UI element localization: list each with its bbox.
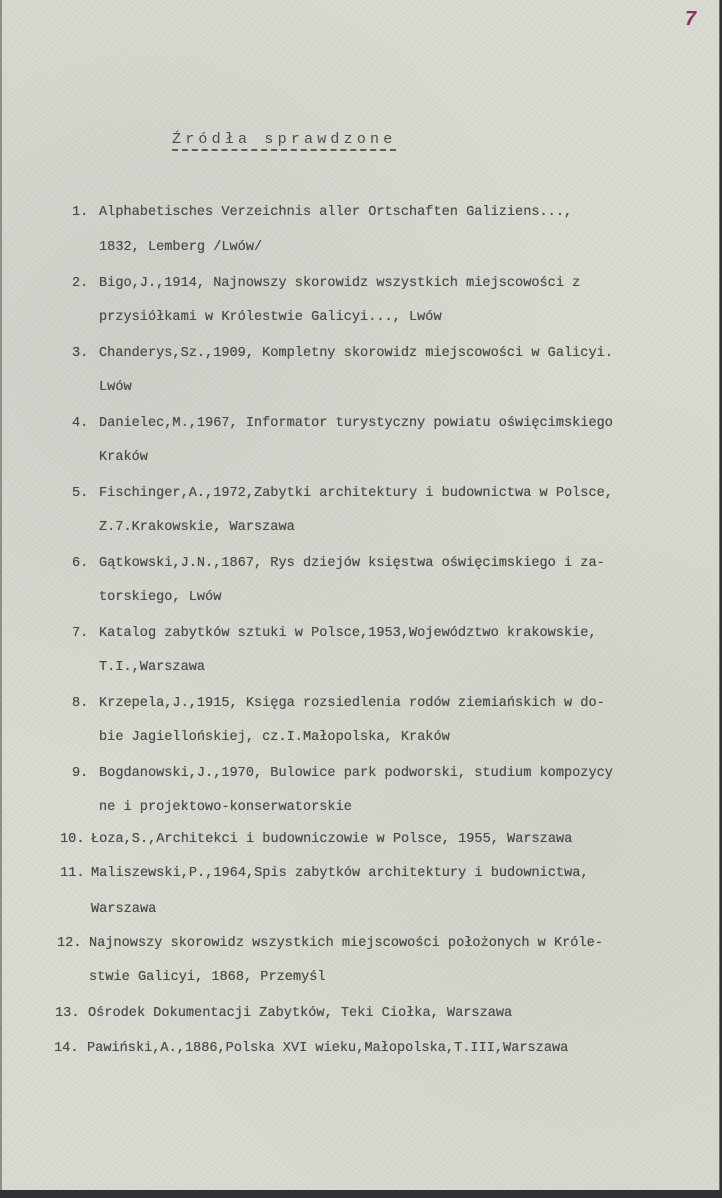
list-item-line: Bigo,J.,1914, Najnowszy skorowidz wszystkich miejscowości z	[99, 276, 581, 291]
list-item-line: Chanderys,Sz.,1909, Kompletny skorowidz miejscowości w Galicyi.	[99, 346, 613, 361]
list-item-number: 10.	[60, 832, 85, 847]
list-item-line: Maliszewski,P.,1964,Spis zabytków architektury i budownictwa,	[91, 866, 589, 881]
list-item-line: Katalog zabytków sztuki w Polsce,1953,Województwo krakowskie,	[99, 626, 597, 641]
list-item-number: 14.	[54, 1041, 79, 1056]
list-item-line: Kraków	[99, 450, 148, 465]
list-item-number: 3.	[72, 346, 89, 361]
list-item-line: przysiółkami w Królestwie Galicyi..., Lwów	[99, 310, 442, 325]
list-item-line: 1832, Lemberg /Lwów/	[99, 240, 263, 255]
list-item-number: 7.	[72, 626, 89, 641]
list-item-number: 1.	[72, 205, 89, 220]
list-item-line: Lwów	[99, 380, 132, 395]
list-item-number: 6.	[72, 556, 89, 571]
list-item-number: 13.	[55, 1006, 80, 1021]
list-item-line: Krzepela,J.,1915, Księga rozsiedlenia rodów ziemiańskich w do-	[99, 696, 605, 711]
list-item-line: torskiego, Lwów	[99, 590, 222, 605]
page-number: 7	[685, 8, 697, 30]
list-item-line: Ośrodek Dokumentacji Zabytków, Teki Ciołka, Warszawa	[88, 1006, 513, 1021]
list-item-number: 5.	[72, 486, 89, 501]
list-item-line: Alphabetisches Verzeichnis aller Ortschaften Galiziens...,	[99, 205, 573, 220]
list-item-line: Danielec,M.,1967, Informator turystyczny powiatu oświęcimskiego	[99, 416, 613, 431]
list-item-number: 8.	[72, 696, 89, 711]
list-item-number: 2.	[72, 276, 89, 291]
list-item-line: Pawiński,A.,1886,Polska XVI wieku,Małopolska,T.III,Warszawa	[87, 1041, 569, 1056]
list-item-line: stwie Galicyi, 1868, Przemyśl	[89, 970, 326, 985]
list-item-line: Z.7.Krakowskie, Warszawa	[99, 520, 295, 535]
list-item-number: 9.	[72, 766, 89, 781]
list-item-number: 12.	[57, 936, 82, 951]
page-title: Źródła sprawdzone	[172, 132, 396, 151]
list-item-number: 4.	[72, 416, 89, 431]
list-item-line: Najnowszy skorowidz wszystkich miejscowości położonych w Króle-	[89, 936, 603, 951]
list-item-line: T.I.,Warszawa	[99, 660, 206, 675]
list-item-line: Fischinger,A.,1972,Zabytki architektury i budownictwa w Polsce,	[99, 486, 613, 501]
list-item-line: Bogdanowski,J.,1970, Bulowice park podworski, studium kompozycy	[99, 766, 613, 781]
list-item-line: Warszawa	[91, 902, 157, 917]
scan-background-edge	[0, 1190, 722, 1198]
list-item-line: Gątkowski,J.N.,1867, Rys dziejów księstwa oświęcimskiego i za-	[99, 556, 605, 571]
list-item-line: Łoza,S.,Architekci i budowniczowie w Polsce, 1955, Warszawa	[91, 832, 573, 847]
list-item-line: ne i projektowo-konserwatorskie	[99, 800, 352, 815]
list-item-line: bie Jagiellońskiej, cz.I.Małopolska, Kraków	[99, 730, 450, 745]
list-item-number: 11.	[60, 866, 85, 881]
